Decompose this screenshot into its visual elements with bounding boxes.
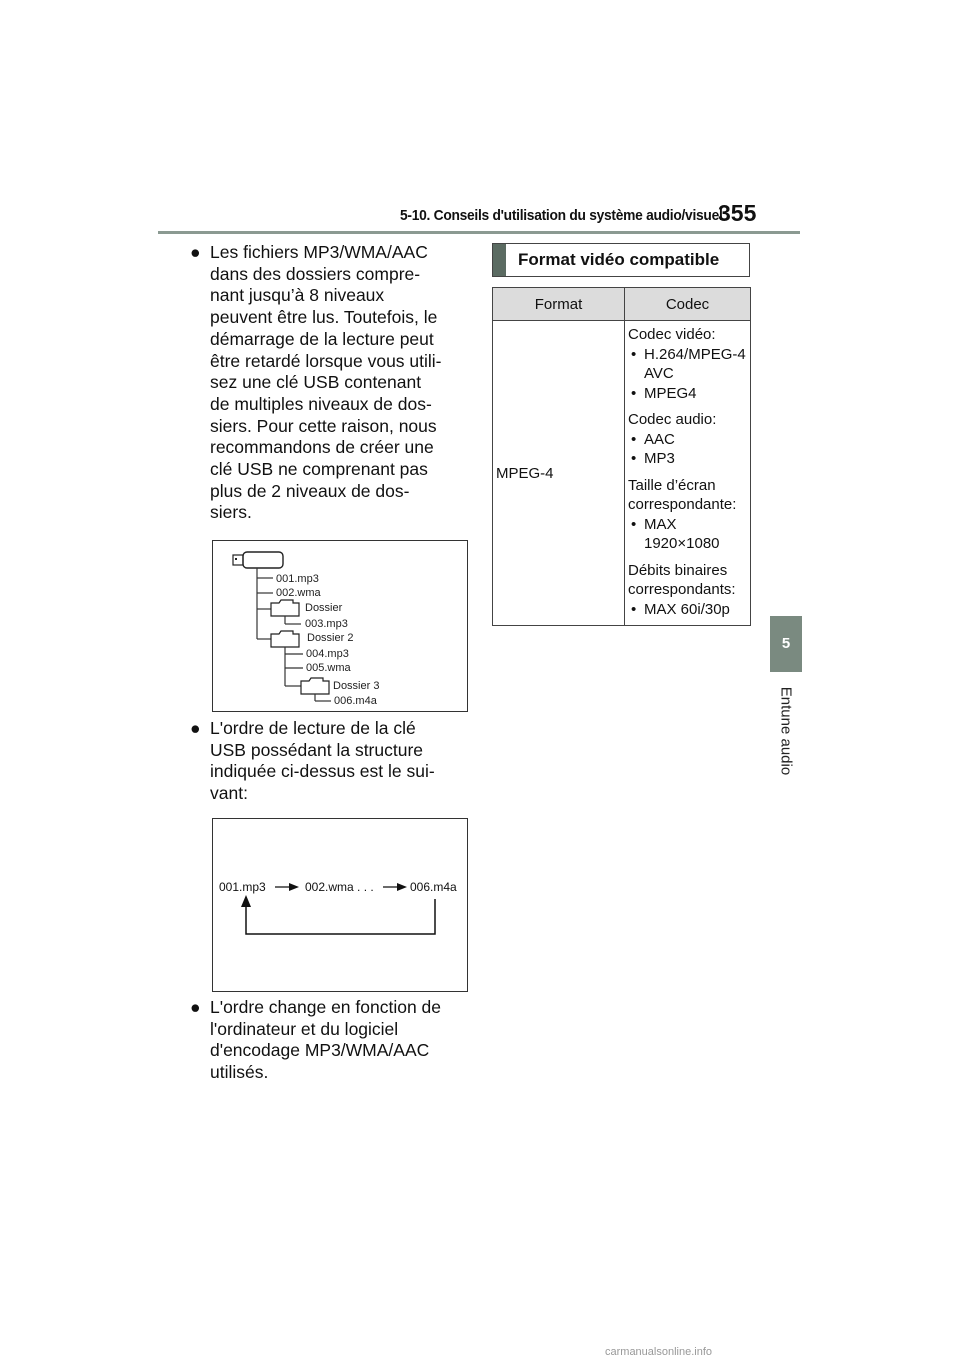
bitrate-group: Débits binaires correspondants: • MAX 60i/30p [628,561,750,620]
codec-cell [625,321,751,626]
chapter-label: Entune audio [777,686,795,776]
folder-tree-figure [212,540,468,712]
list-item: • H.264/MPEG-4 AVC [631,345,746,382]
file-004: 004.mp3 [306,648,349,660]
order-first: 001.mp3 [219,880,266,894]
list-item: • MP3 [631,450,675,467]
format-cell: MPEG-4 [493,321,625,626]
watermark-footer: carmanualsonline.info [605,1346,713,1358]
table-title: Format vidéo compatible [518,250,720,269]
file-003: 003.mp3 [305,618,348,630]
folder-icon [271,631,299,647]
chapter-tab: 5 [770,616,802,672]
list-item: • MAX [631,515,677,533]
arrow-right-icon [275,883,299,891]
bullet-dot-icon: ● [190,718,201,738]
col-format-header: Format [493,288,625,321]
screen-size-group: Taille d’écran correspondante: • MAX 1920×1080 [628,476,750,554]
file-005: 005.wma [306,662,351,674]
bullet-paragraph-3: ● L'ordre change en fonction de l'ordinateur et du logiciel d'encodage MP3/WMA/AAC utilisés. [190,997,442,1083]
bullet-paragraph-2: ● L'ordre de lecture de la clé USB possédant la structure indiquée ci-dessus est le sui- vant: [190,718,435,804]
order-middle: 002.wma . . . [305,880,374,894]
table-header-row [493,288,751,321]
folder-dossier-2: Dossier 2 [307,632,354,644]
folder-tree-diagram [213,541,467,711]
section-title: 5-10. Conseils d'utilisation du système audio/visuel [400,207,723,224]
audio-codec-group: Codec audio: • AAC • MP3 [628,410,750,469]
video-codec-group: Codec vidéo: • H.264/MPEG-4 AVC • MPEG4 [628,325,750,403]
header-divider [158,231,800,234]
list-item: • MPEG4 [631,384,697,402]
file-006: 006.m4a [334,695,377,707]
list-item: • AAC [631,430,675,448]
page-number: 355 [718,200,757,226]
video-format-table [492,287,751,626]
bullet-dot-icon: ● [190,997,201,1017]
playback-order-diagram [213,819,467,991]
order-last: 006.m4a [410,880,457,894]
usb-key-icon [233,552,283,568]
bullet-dot-icon: ● [190,242,201,262]
folder-icon [271,600,299,616]
chapter-label-container [770,676,802,786]
arrow-right-icon [383,883,407,891]
bullet-paragraph-1: ● Les fichiers MP3/WMA/AAC dans des dossiers compre- nant jusqu’à 8 niveaux peuvent être lus. Toutefois, le démarrage de la lecture peut être retardé lorsque vous utili- sez une clé USB contenant de multiples niveaux de dos- siers. Pour cette raison, nous recommandons de créer une clé USB ne comprenant pas plus de 2 niveaux de dos- siers. [190,242,442,523]
table-row [493,321,751,626]
file-002: 002.wma [276,587,321,599]
loop-back-arrow-icon [241,895,435,934]
list-item: • MAX 60i/30p [631,600,730,618]
table-title-box [492,243,750,277]
playback-order-figure [212,818,468,992]
folder-dossier: Dossier [305,602,343,614]
file-001: 001.mp3 [276,573,319,585]
col-codec-header: Codec [625,288,751,321]
folder-icon [301,678,329,694]
folder-dossier-3: Dossier 3 [333,680,380,692]
title-marker [493,244,506,276]
